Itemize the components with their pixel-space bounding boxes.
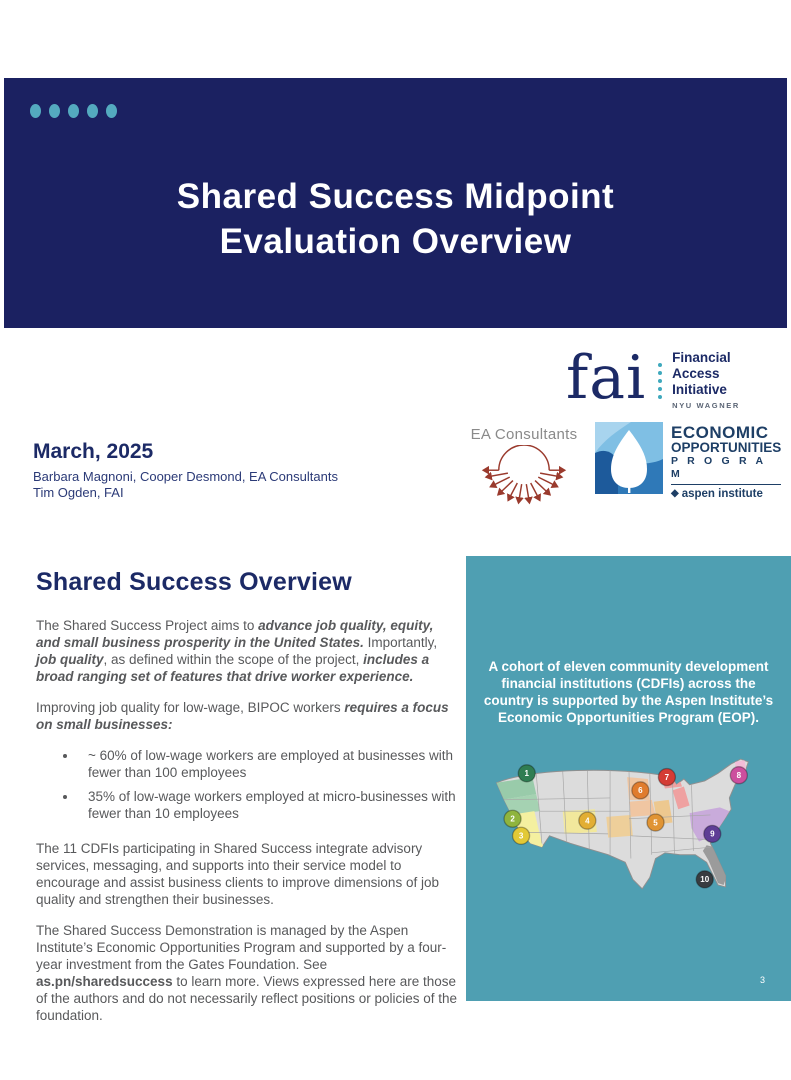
title-block [4, 78, 787, 328]
aspen-institute-label: aspen institute [681, 488, 763, 500]
dot-icon [68, 104, 79, 118]
authors-line2: Tim Ogden, FAI [33, 484, 124, 500]
date-authors-block [33, 440, 338, 500]
cohort-panel [466, 556, 791, 1001]
fai-text-line3: NYU WAGNER [672, 401, 740, 410]
overview-section [36, 568, 460, 1038]
eop-line2: OPPORTUNITIES [671, 440, 782, 455]
svg-text:2: 2 [510, 814, 515, 824]
svg-text:8: 8 [736, 770, 742, 780]
authors-line1: Barbara Magnoni, Cooper Desmond, EA Consultants [33, 469, 338, 484]
aspen-leaf-square-icon [594, 422, 664, 494]
aspen-leaf-icon: ◆ [671, 488, 679, 499]
ea-consultants-label: EA Consultants [470, 426, 578, 443]
decorative-dots [30, 104, 117, 118]
overview-paragraph-2: Improving job quality for low-wage, BIPOC workers requires a focus on small businesses: [36, 700, 449, 732]
bullet-item: • ~ 60% of low-wage workers are employed at businesses with fewer than 100 employees [78, 747, 460, 781]
svg-text:5: 5 [653, 818, 658, 828]
eop-logo [594, 422, 781, 500]
cohort-caption: A cohort of eleven community development financial institutions (CDFIs) across the country is supported by the Aspen Institute’s Economic Opportunities Program (EOP). [483, 659, 774, 725]
us-cdfi-map [487, 756, 771, 908]
us-map-icon [487, 756, 771, 908]
svg-text:6: 6 [638, 786, 643, 796]
page-title [4, 174, 787, 264]
page-title-line1: Shared Success Midpoint [176, 177, 615, 216]
fai-text-line2: Access Initiative [672, 366, 727, 397]
svg-text:10: 10 [700, 875, 710, 885]
fai-text-line1: Financial [672, 350, 731, 365]
overview-paragraph-1: The Shared Success Project aims to advance job quality, equity, and small business prosperity in the United States. Importantly, job quality, as defined within the scope of the project, includes a broad ranging set of features that drive worker experience. [36, 618, 438, 684]
svg-text:4: 4 [585, 816, 590, 826]
bullet-item: • 35% of low-wage workers employed at micro-businesses with fewer than 10 employees [78, 788, 460, 822]
section-heading: Shared Success Overview [36, 568, 352, 596]
page-title-line2: Evaluation Overview [219, 222, 572, 261]
eop-line1: ECONOMIC [671, 423, 769, 442]
svg-text:3: 3 [518, 831, 524, 841]
eop-divider [671, 484, 781, 485]
ea-consultants-logo [468, 426, 580, 514]
fai-wordmark: fai [566, 343, 647, 413]
dot-icon [49, 104, 60, 118]
dot-icon [87, 104, 98, 118]
svg-text:7: 7 [664, 772, 670, 782]
fai-logo [566, 344, 776, 412]
svg-text:9: 9 [710, 829, 715, 839]
dot-icon [106, 104, 117, 118]
overview-paragraph-4: The Shared Success Demonstration is managed by the Aspen Institute’s Economic Opportunities Program and supported by a four-year investment from the Gates Foundation. See as.pn/sharedsuccess to learn more. Views expressed here are those of the authors and do not necessarily reflect positions or policies of the foundation. [36, 923, 457, 1023]
report-date: March, 2025 [33, 440, 154, 463]
bullet-list [36, 747, 460, 822]
overview-paragraph-3: The 11 CDFIs participating in Shared Success integrate advisory services, messaging, and supports into their service model to encourage and assist business clients to improve dimensions of job quality and strengthen their businesses. [36, 841, 439, 907]
sunburst-icon [468, 445, 580, 509]
svg-text:1: 1 [524, 769, 529, 779]
page-number: 3 [759, 975, 765, 985]
fai-divider-dots-icon [658, 363, 662, 399]
dot-icon [30, 104, 41, 118]
eop-line3: P R O G R A M [671, 455, 766, 480]
